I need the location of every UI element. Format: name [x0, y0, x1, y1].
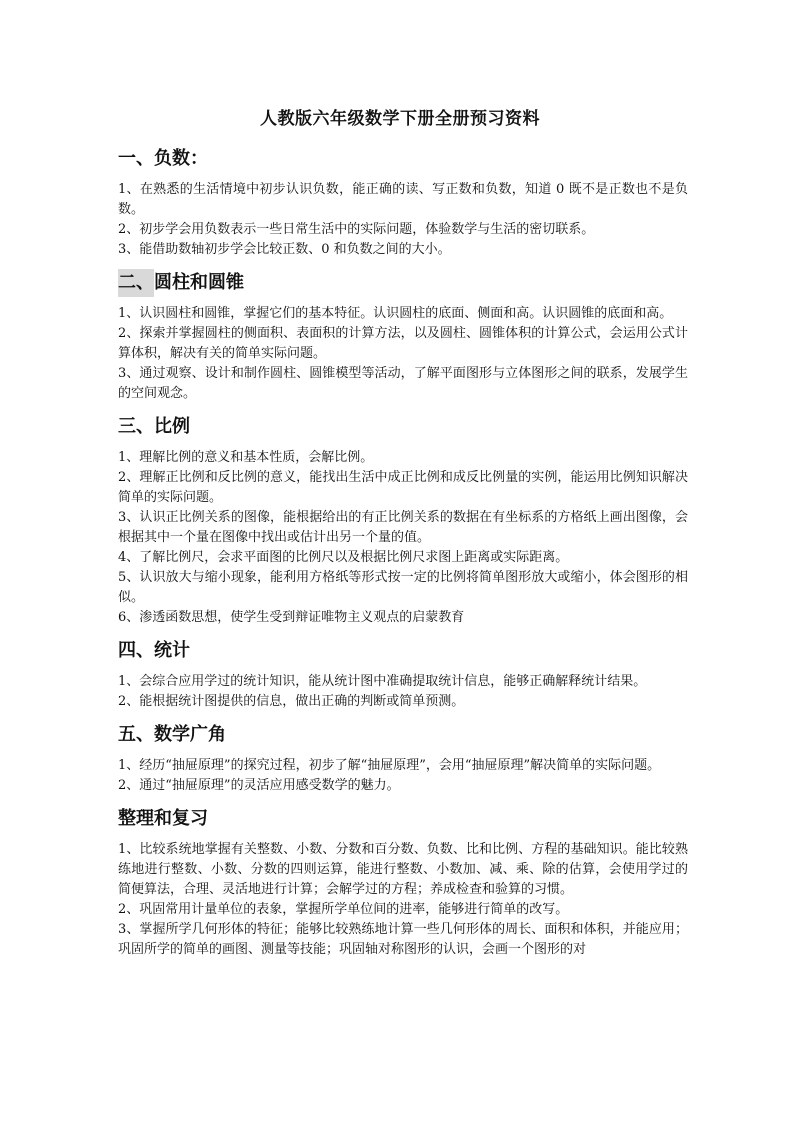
section-number: 五、	[118, 724, 154, 745]
list-item: 2、探索并掌握圆柱的侧面积、表面积的计算方法，以及圆柱、圆锥体积的计算公式，会运用公式计算体积，解决有关的简单实际问题。	[118, 326, 688, 361]
list-item: 6、渗透函数思想，使学生受到辩证唯物主义观点的启蒙教育	[118, 610, 465, 625]
list-item: 2、初步学会用负数表示一些日常生活中的实际问题，体验数学与生活的密切联系。	[118, 222, 595, 237]
section-heading	[118, 145, 212, 173]
section-negative-numbers	[118, 142, 688, 260]
section-proportion	[118, 410, 688, 628]
list-item: 2、通过“抽屉原理”的灵活应用感受数学的魅力。	[118, 778, 400, 793]
section-number: 三、	[118, 416, 154, 437]
section-heading	[118, 805, 212, 833]
section-heading	[118, 269, 248, 297]
section-number: 一、	[118, 148, 154, 169]
section-heading	[118, 413, 194, 441]
list-item: 3、能借助数轴初步学会比较正数、0 和负数之间的大小。	[118, 242, 451, 257]
page-title: 人教版六年级数学下册全册预习资料	[260, 109, 540, 129]
section-title: 圆柱和圆锥	[154, 272, 244, 293]
list-item: 3、认识正比例关系的图像，能根据给出的有正比例关系的数据在有坐标系的方格纸上画出图像，会根据其中一个量在图像中找出或估计出另一个量的值。	[118, 510, 688, 545]
section-title: 整理和复习	[118, 808, 208, 829]
list-item: 2、能根据统计图提供的信息，做出正确的判断或简单预测。	[118, 694, 465, 709]
list-item: 2、理解正比例和反比例的意义，能找出生活中成正比例和成反比例量的实例，能运用比例知识解决简单的实际问题。	[118, 470, 688, 505]
list-item: 1、认识圆柱和圆锥，掌握它们的基本特征。认识圆柱的底面、侧面和高。认识圆锥的底面和高。	[118, 306, 673, 321]
section-review	[118, 802, 688, 960]
section-heading	[118, 721, 230, 749]
section-statistics	[118, 634, 688, 712]
section-cylinder-cone	[118, 266, 688, 404]
list-item: 1、比较系统地掌握有关整数、小数、分数和百分数、负数、比和比例、方程的基础知识。能比较熟练地进行整数、小数、分数的四则运算，能进行整数、小数加、减、乘、除的估算，会使用学过的简便算法，合理、灵活地进行计算；会解学过的方程；养成检查和验算的习惯。	[118, 842, 688, 897]
section-heading	[118, 637, 194, 665]
section-title: 负数：	[154, 148, 208, 169]
section-math-corner	[118, 718, 688, 796]
list-item: 4、了解比例尺，会求平面图的比例尺以及根据比例尺求图上距离或实际距离。	[118, 550, 569, 565]
list-item: 1、理解比例的意义和基本性质，会解比例。	[118, 450, 374, 465]
list-item: 3、掌握所学几何形体的特征；能够比较熟练地计算一些几何形体的周长、面积和体积，并能应用；巩固所学的简单的画图、测量等技能；巩固轴对称图形的认识，会画一个图形的对	[118, 922, 688, 957]
list-item: 1、经历“抽屉原理”的探究过程，初步了解“抽屉原理”，会用“抽屉原理”解决简单的实际问题。	[118, 758, 661, 773]
list-item: 5、认识放大与缩小现象，能利用方格纸等形式按一定的比例将简单图形放大或缩小，体会图形的相似。	[118, 570, 688, 605]
section-title: 统计	[154, 640, 190, 661]
section-title: 比例	[154, 416, 190, 437]
list-item: 1、会综合应用学过的统计知识，能从统计图中准确提取统计信息，能够正确解释统计结果。	[118, 674, 647, 689]
section-number-highlighted: 二、	[118, 269, 154, 297]
list-item: 3、通过观察、设计和制作圆柱、圆锥模型等活动，了解平面图形与立体图形之间的联系，发展学生的空间观念。	[118, 366, 688, 401]
list-item: 2、巩固常用计量单位的表象，掌握所学单位间的进率，能够进行简单的改写。	[118, 902, 569, 917]
section-number: 四、	[118, 640, 154, 661]
list-item: 1、在熟悉的生活情境中初步认识负数，能正确的读、写正数和负数，知道 0 既不是正数也不是负数。	[118, 182, 688, 217]
section-title: 数学广角	[154, 724, 226, 745]
document-body	[118, 142, 688, 966]
